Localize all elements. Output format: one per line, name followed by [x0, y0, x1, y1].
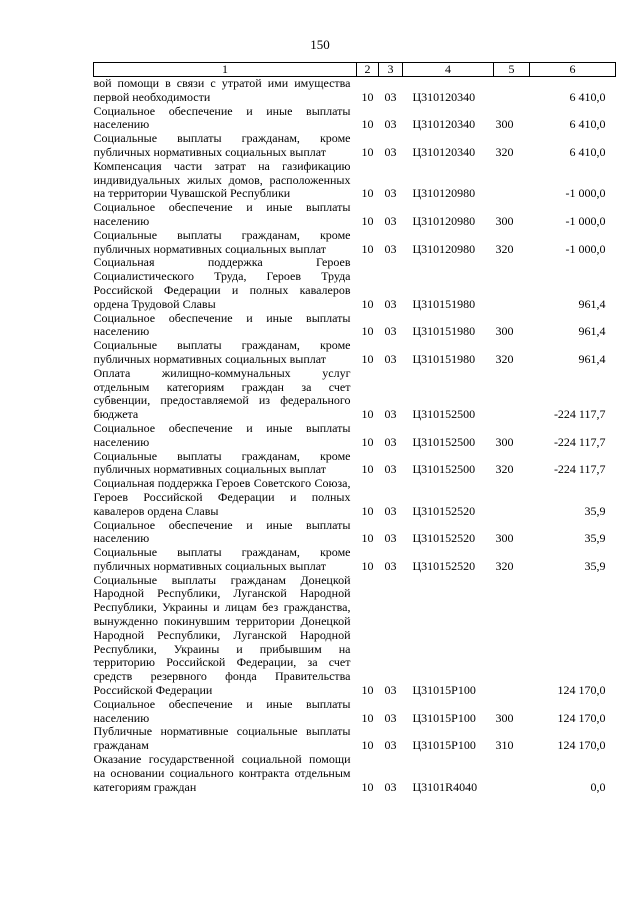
row-vr — [494, 77, 530, 105]
row-csr: Ц310120340 — [412, 117, 476, 132]
row-csr: Ц31015Р100 — [412, 710, 476, 725]
row-csr: Ц310152500 — [412, 434, 476, 449]
row-name: Социальные выплаты гражданам, кроме публичных нормативных социальных выплат — [93, 131, 351, 159]
row-vr: 300 — [495, 531, 514, 546]
row-csr: Ц310151980 — [412, 351, 476, 366]
row-vr — [494, 160, 530, 201]
row-podrazdel: 03 — [384, 213, 397, 228]
row-vr: 320 — [495, 241, 514, 256]
row-podrazdel: 03 — [384, 351, 397, 366]
row-csr: Ц310151980 — [412, 324, 476, 339]
row-csr: Ц310152520 — [412, 558, 476, 573]
row-amount: 124 170,0 — [557, 710, 606, 725]
row-csr: Ц31015Р100 — [412, 738, 476, 753]
budget-table — [93, 62, 616, 794]
row-podrazdel: 03 — [384, 738, 397, 753]
row-csr: Ц310120980 — [412, 213, 476, 228]
table-row — [94, 339, 616, 367]
table-row — [94, 201, 616, 229]
row-csr: Ц31015Р100 — [412, 683, 476, 698]
table-row — [94, 753, 616, 794]
row-razdel: 10 — [361, 324, 374, 339]
row-vr — [494, 256, 530, 311]
header-col-4: 4 — [403, 63, 494, 77]
table-row — [94, 229, 616, 257]
table-row — [94, 477, 616, 518]
row-razdel: 10 — [361, 738, 374, 753]
row-vr: 300 — [495, 117, 514, 132]
row-razdel: 10 — [361, 186, 374, 201]
row-amount: -224 117,7 — [553, 462, 606, 477]
row-csr: Ц310120980 — [412, 186, 476, 201]
row-razdel: 10 — [361, 531, 374, 546]
row-amount: 6 410,0 — [569, 144, 606, 159]
row-csr: Ц3101R4040 — [412, 779, 478, 794]
row-amount: 6 410,0 — [569, 89, 606, 104]
row-amount: -1 000,0 — [565, 213, 606, 228]
row-vr: 300 — [495, 324, 514, 339]
row-csr: Ц310152520 — [412, 531, 476, 546]
row-vr — [494, 367, 530, 422]
row-podrazdel: 03 — [384, 241, 397, 256]
table-body — [94, 77, 616, 795]
row-amount: 35,9 — [584, 503, 606, 518]
row-razdel: 10 — [361, 434, 374, 449]
row-name: вой помощи в связи с утратой ими имущества первой необходимости — [93, 76, 351, 104]
row-name: Социальные выплаты гражданам, кроме публичных нормативных социальных выплат — [93, 448, 351, 477]
row-vr: 320 — [495, 558, 514, 573]
row-podrazdel: 03 — [384, 324, 397, 339]
table-row — [94, 698, 616, 726]
row-vr: 300 — [495, 213, 514, 228]
row-podrazdel: 03 — [384, 407, 397, 422]
row-amount: 961,4 — [578, 351, 606, 366]
row-razdel: 10 — [361, 351, 374, 366]
row-razdel: 10 — [361, 407, 374, 422]
row-vr: 300 — [495, 434, 514, 449]
row-razdel: 10 — [361, 117, 374, 132]
table-row — [94, 105, 616, 133]
table-row — [94, 422, 616, 450]
row-csr: Ц310151980 — [412, 296, 476, 311]
row-vr: 310 — [495, 738, 514, 753]
row-razdel: 10 — [361, 683, 374, 698]
row-vr — [494, 477, 530, 518]
row-razdel: 10 — [361, 213, 374, 228]
row-amount: 961,4 — [578, 296, 606, 311]
row-podrazdel: 03 — [384, 683, 397, 698]
table-row — [94, 132, 616, 160]
row-name: Публичные нормативные социальные выплаты гражданам — [93, 724, 351, 753]
row-vr: 320 — [495, 144, 514, 159]
row-vr — [494, 574, 530, 698]
row-razdel: 10 — [361, 558, 374, 573]
row-name: Социальные выплаты гражданам, кроме публичных нормативных социальных выплат — [93, 227, 351, 256]
row-csr: Ц310152500 — [412, 407, 476, 422]
row-csr: Ц310152520 — [412, 503, 476, 518]
row-razdel: 10 — [361, 296, 374, 311]
row-name: Социальное обеспечение и иные выплаты населению — [93, 696, 351, 725]
row-razdel: 10 — [361, 89, 374, 104]
row-podrazdel: 03 — [384, 710, 397, 725]
row-amount: -1 000,0 — [565, 186, 606, 201]
row-podrazdel: 03 — [384, 186, 397, 201]
row-razdel: 10 — [361, 779, 374, 794]
table-row — [94, 519, 616, 547]
row-amount: 124 170,0 — [557, 683, 606, 698]
row-amount: 124 170,0 — [557, 738, 606, 753]
row-podrazdel: 03 — [384, 558, 397, 573]
header-col-6: 6 — [530, 63, 616, 77]
row-name: Социальная поддержка Героев Советского Союза, Героев Российской Федерации и полных кавалеров ордена Славы — [93, 476, 351, 518]
row-csr: Ц310120980 — [412, 241, 476, 256]
row-csr: Ц310120340 — [412, 89, 476, 104]
row-amount: 35,9 — [584, 531, 606, 546]
row-name: Социальные выплаты гражданам, кроме публичных нормативных социальных выплат — [93, 545, 351, 573]
row-name: Оплата жилищно-коммунальных услуг отдельным категориям граждан за счет субвенции, предоставляемой из федерального бюджета — [93, 365, 351, 422]
row-name: Социальное обеспечение и иные выплаты населению — [93, 310, 351, 339]
row-podrazdel: 03 — [384, 462, 397, 477]
row-vr: 320 — [495, 351, 514, 366]
row-name: Социальная поддержка Героев Социалистического Труда, Героев Труда Российской Федерации и полных кавалеров ордена Трудовой Славы — [93, 255, 351, 311]
row-vr: 300 — [495, 710, 514, 725]
row-name: Социальное обеспечение и иные выплаты населению — [93, 200, 351, 228]
row-name: Компенсация части затрат на газификацию индивидуальных жилых домов, расположенных на территории Чувашской Республики — [93, 158, 351, 201]
table-row — [94, 367, 616, 422]
row-csr: Ц310152500 — [412, 462, 476, 477]
row-razdel: 10 — [361, 241, 374, 256]
row-podrazdel: 03 — [384, 434, 397, 449]
header-col-3: 3 — [379, 63, 403, 77]
row-name: Социальное обеспечение и иные выплаты населению — [93, 420, 351, 449]
table-row — [94, 546, 616, 574]
header-col-2: 2 — [357, 63, 379, 77]
row-vr: 320 — [495, 462, 514, 477]
table-header — [94, 63, 616, 77]
row-podrazdel: 03 — [384, 531, 397, 546]
table-row — [94, 574, 616, 698]
row-name: Социальные выплаты гражданам, кроме публичных нормативных социальных выплат — [93, 338, 351, 366]
table-row — [94, 77, 616, 105]
row-amount: -224 117,7 — [553, 407, 606, 422]
row-razdel: 10 — [361, 710, 374, 725]
row-amount: -224 117,7 — [553, 434, 606, 449]
row-amount: 0,0 — [590, 779, 606, 794]
page-number: 150 — [310, 37, 330, 52]
row-amount: 6 410,0 — [569, 117, 606, 132]
row-razdel: 10 — [361, 462, 374, 477]
header-col-5: 5 — [494, 63, 530, 77]
table-row — [94, 312, 616, 340]
row-csr: Ц310120340 — [412, 144, 476, 159]
row-name: Социальное обеспечение и иные выплаты населению — [93, 103, 351, 132]
row-podrazdel: 03 — [384, 89, 397, 104]
header-col-1: 1 — [94, 63, 357, 77]
row-name: Оказание государственной социальной помощи на основании социального контракта отдельным категориям граждан — [93, 752, 351, 794]
row-name: Социальные выплаты гражданам Донецкой Народной Республики, Луганской Народной Республики, Украины и лицам без гражданства, вынужденно покинувшим территории Донецкой Народной Республики, Луганской Народной Республики, Украины и прибывшим на территорию Российской Федерации, за счет средств резервного фонда Правительства Российской Федерации — [93, 572, 351, 698]
table-row — [94, 160, 616, 201]
row-amount: -1 000,0 — [565, 241, 606, 256]
row-podrazdel: 03 — [384, 117, 397, 132]
row-podrazdel: 03 — [384, 144, 397, 159]
row-podrazdel: 03 — [384, 779, 397, 794]
row-name: Социальное обеспечение и иные выплаты населению — [93, 517, 351, 546]
row-podrazdel: 03 — [384, 503, 397, 518]
table-row — [94, 450, 616, 478]
row-vr — [494, 753, 530, 794]
row-amount: 35,9 — [584, 558, 606, 573]
row-podrazdel: 03 — [384, 296, 397, 311]
row-amount: 961,4 — [578, 324, 606, 339]
row-razdel: 10 — [361, 503, 374, 518]
row-razdel: 10 — [361, 144, 374, 159]
table-row — [94, 725, 616, 753]
table-row — [94, 256, 616, 311]
